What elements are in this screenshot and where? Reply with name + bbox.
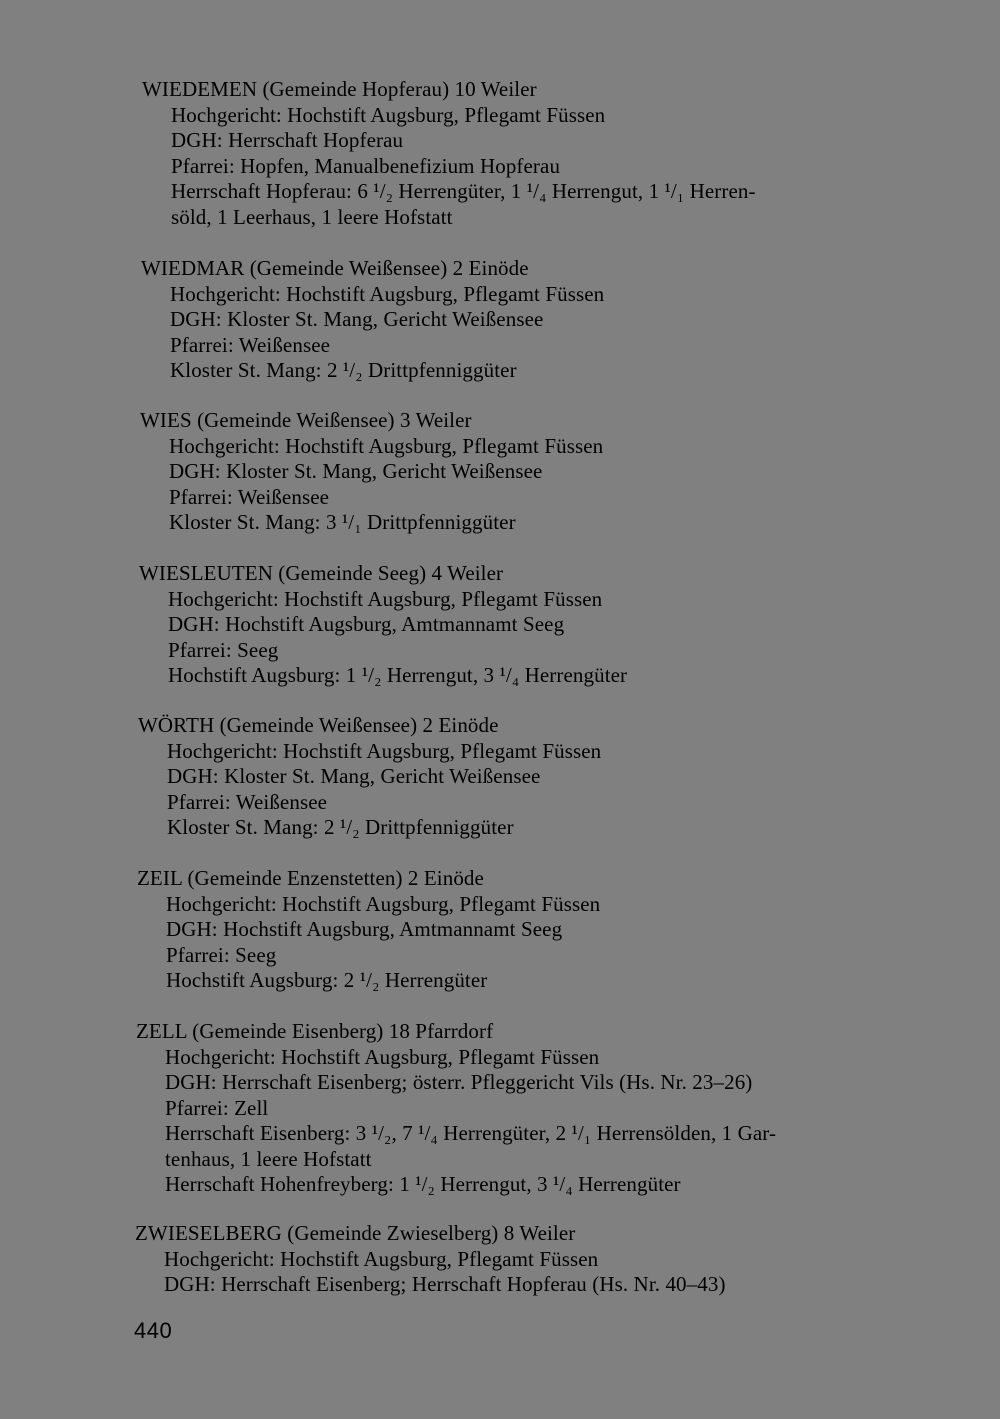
entry-heading: WIEDMAR (Gemeinde Weißensee) 2 Einöde bbox=[141, 256, 529, 280]
entry-heading: WÖRTH (Gemeinde Weißensee) 2 Einöde bbox=[138, 713, 499, 737]
entry-dgh: DGH: Herrschaft Eisenberg; Herrschaft Hopferau (Hs. Nr. 40–43) bbox=[164, 1272, 726, 1296]
entry-zeil bbox=[137, 866, 897, 994]
entry-wiedmar bbox=[141, 256, 901, 384]
entry-pfarrei: Pfarrei: Seeg bbox=[166, 942, 277, 967]
entry-wies bbox=[140, 408, 900, 536]
entry-zwieselberg bbox=[135, 1221, 895, 1298]
entry-holdings: Kloster St. Mang: 2 ¹/₂ Drittpfenniggüter bbox=[170, 358, 517, 382]
entry-pfarrei: Pfarrei: Hopfen, Manualbenefizium Hopferau bbox=[171, 153, 561, 178]
entry-hochgericht: Hochgericht: Hochstift Augsburg, Pflegamt Füssen bbox=[165, 1044, 600, 1069]
entry-heading: WIESLEUTEN (Gemeinde Seeg) 4 Weiler bbox=[139, 561, 504, 585]
entry-dgh: DGH: Hochstift Augsburg, Amtmannamt Seeg bbox=[166, 917, 563, 941]
entry-woerth bbox=[138, 713, 898, 841]
entry-dgh: DGH: Herrschaft Hopferau bbox=[171, 128, 404, 152]
entry-pfarrei: Pfarrei: Seeg bbox=[168, 637, 279, 662]
entry-pfarrei: Pfarrei: Zell bbox=[165, 1095, 269, 1120]
entry-hochgericht: Hochgericht: Hochstift Augsburg, Pflegamt Füssen bbox=[167, 738, 602, 763]
entry-holdings: Kloster St. Mang: 3 ¹/₁ Drittpfenniggüter bbox=[169, 510, 516, 534]
entry-hochgericht: Hochgericht: Hochstift Augsburg, Pflegamt Füssen bbox=[166, 891, 601, 916]
entry-pfarrei: Pfarrei: Weißensee bbox=[167, 789, 328, 814]
entry-holdings-continuation: tenhaus, 1 leere Hofstatt bbox=[165, 1146, 372, 1171]
entry-dgh: DGH: Herrschaft Eisenberg; österr. Pfleggericht Vils (Hs. Nr. 23–26) bbox=[165, 1070, 753, 1094]
entry-pfarrei: Pfarrei: Weißensee bbox=[169, 484, 330, 509]
entry-hochgericht: Hochgericht: Hochstift Augsburg, Pflegamt Füssen bbox=[169, 433, 604, 458]
entry-dgh: DGH: Kloster St. Mang, Gericht Weißensee bbox=[167, 764, 541, 788]
page-number: 440 bbox=[134, 1318, 173, 1343]
entry-dgh: DGH: Kloster St. Mang, Gericht Weißensee bbox=[170, 307, 544, 331]
entry-holdings-extra: Herrschaft Hohenfreyberg: 1 ¹/₂ Herrengut, 3 ¹/₄ Herrengüter bbox=[165, 1172, 681, 1196]
entry-holdings: Herrschaft Eisenberg: 3 ¹/₂, 7 ¹/₄ Herrengüter, 2 ¹/₁ Herrensölden, 1 Gar- bbox=[165, 1121, 777, 1145]
entry-hochgericht: Hochgericht: Hochstift Augsburg, Pflegamt Füssen bbox=[168, 586, 603, 611]
entry-pfarrei: Pfarrei: Weißensee bbox=[170, 332, 331, 357]
entry-hochgericht: Hochgericht: Hochstift Augsburg, Pflegamt Füssen bbox=[170, 281, 605, 306]
entry-zell bbox=[136, 1019, 896, 1198]
entry-heading: WIES (Gemeinde Weißensee) 3 Weiler bbox=[140, 408, 472, 432]
entry-wiesleuten bbox=[139, 561, 899, 689]
entry-wiedemen bbox=[142, 77, 902, 230]
entry-heading: WIEDEMEN (Gemeinde Hopferau) 10 Weiler bbox=[142, 77, 537, 101]
entry-holdings-continuation: söld, 1 Leerhaus, 1 leere Hofstatt bbox=[171, 204, 453, 229]
entry-hochgericht: Hochgericht: Hochstift Augsburg, Pflegamt Füssen bbox=[164, 1246, 599, 1271]
entry-dgh: DGH: Hochstift Augsburg, Amtmannamt Seeg bbox=[168, 612, 565, 636]
entry-holdings: Herrschaft Hopferau: 6 ¹/₂ Herrengüter, 1 ¹/₄ Herrengut, 1 ¹/₁ Herren- bbox=[171, 179, 756, 203]
entry-heading: ZWIESELBERG (Gemeinde Zwieselberg) 8 Weiler bbox=[135, 1221, 576, 1245]
entry-hochgericht: Hochgericht: Hochstift Augsburg, Pflegamt Füssen bbox=[171, 102, 606, 127]
entry-heading: ZEIL (Gemeinde Enzenstetten) 2 Einöde bbox=[137, 866, 484, 890]
entry-heading: ZELL (Gemeinde Eisenberg) 18 Pfarrdorf bbox=[136, 1019, 494, 1043]
entry-dgh: DGH: Kloster St. Mang, Gericht Weißensee bbox=[169, 459, 543, 483]
entry-holdings: Hochstift Augsburg: 2 ¹/₂ Herrengüter bbox=[166, 968, 488, 992]
entry-holdings: Hochstift Augsburg: 1 ¹/₂ Herrengut, 3 ¹/₄ Herrengüter bbox=[168, 663, 628, 687]
entry-holdings: Kloster St. Mang: 2 ¹/₂ Drittpfenniggüter bbox=[167, 815, 514, 839]
